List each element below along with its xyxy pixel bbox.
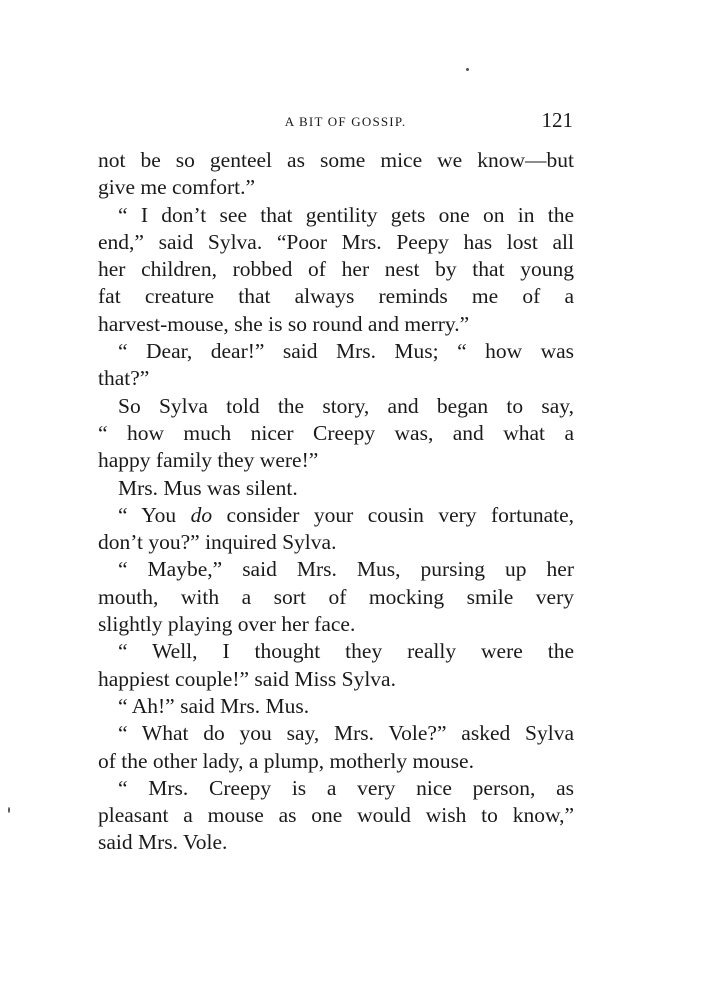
text-line: So Sylva told the story, and began to say, xyxy=(118,393,574,418)
text-line: slightly playing over her face. xyxy=(98,612,356,637)
text-line: fat creature that always reminds me of a xyxy=(98,284,574,309)
text-line: don’t you?” inquired Sylva. xyxy=(98,530,337,555)
text-line: that?” xyxy=(98,366,150,391)
text-line: “ What do you say, Mrs. Vole?” asked Sylva xyxy=(118,721,574,746)
chapter-title: A BIT OF GOSSIP. xyxy=(284,114,407,129)
text-line: “ Mrs. Creepy is a very nice person, as xyxy=(118,775,574,800)
text-line: happy family they were!” xyxy=(98,448,319,473)
text-line: “ Ah!” said Mrs. Mus. xyxy=(118,693,310,718)
text-line: “ how much nicer Creepy was, and what a xyxy=(98,420,574,445)
text-line: happiest couple!” said Miss Sylva. xyxy=(98,666,396,691)
page-number: 121 xyxy=(541,108,573,132)
text-line: “ Dear, dear!” said Mrs. Mus; “ how was xyxy=(118,339,574,364)
text-line: “ You do consider your cousin very fortunate, xyxy=(118,502,575,527)
emphasis: do xyxy=(190,502,213,527)
text-line: mouth, with a sort of mocking smile very xyxy=(98,584,574,609)
body-text xyxy=(98,147,574,857)
text-line: not be so genteel as some mice we know—but xyxy=(98,148,574,172)
text-line: of the other lady, a plump, motherly mouse. xyxy=(98,748,474,773)
text-line: “ Well, I thought they really were the xyxy=(118,639,574,664)
text-line: give me comfort.” xyxy=(98,175,256,200)
text-line: her children, robbed of her nest by that young xyxy=(98,257,574,282)
text-line: “ Maybe,” said Mrs. Mus, pursing up her xyxy=(118,557,574,582)
text-line: Mrs. Mus was silent. xyxy=(118,475,298,500)
text-line: “ I don’t see that gentility gets one on in the xyxy=(118,202,574,227)
text-line: pleasant a mouse as one would wish to know,” xyxy=(98,803,574,828)
text-line: end,” said Sylva. “Poor Mrs. Peepy has lost all xyxy=(98,229,574,254)
text-line: said Mrs. Vole. xyxy=(98,830,228,855)
paper-speck xyxy=(466,68,469,71)
text-line: harvest-mouse, she is so round and merry.” xyxy=(98,311,470,336)
running-head xyxy=(98,108,573,136)
paper-speck xyxy=(8,807,10,813)
